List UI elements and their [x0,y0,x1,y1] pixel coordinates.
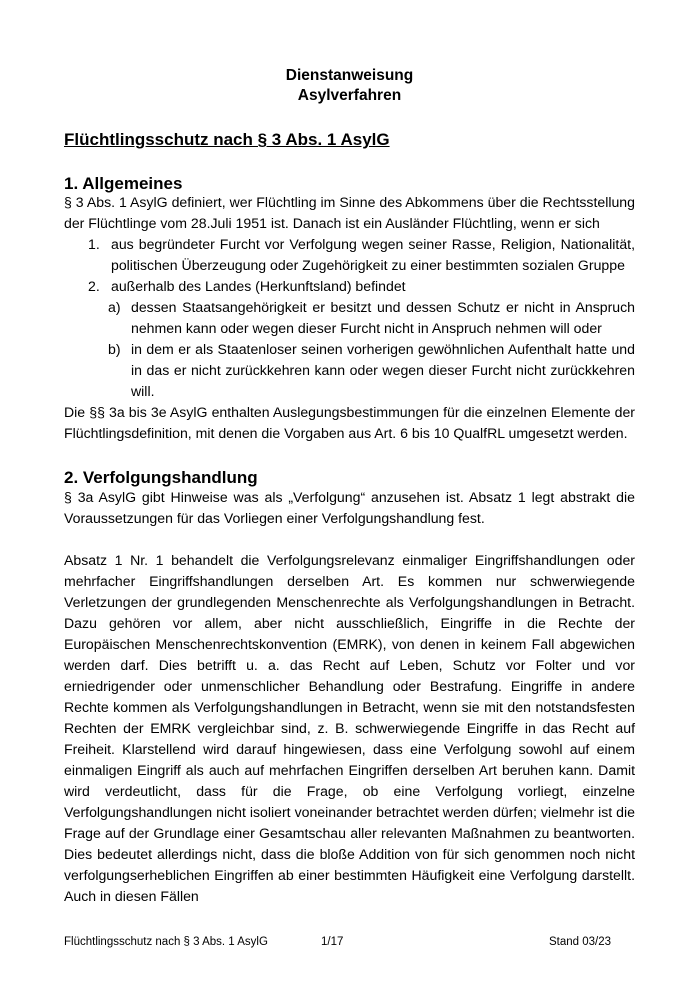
section-1-heading: 1. Allgemeines [64,174,183,193]
section-1-body [64,192,635,444]
section-1-intro: § 3 Abs. 1 AsylG definiert, wer Flüchtling im Sinne des Abkommens über die Rechtsstellung der Flüchtlinge vom 28.Juli 1951 ist. Danach ist ein Ausländer Flüchtling, wenn er sich [64,194,635,231]
section-2-para-1 [64,487,635,529]
criteria-item-number: 1. [88,236,100,252]
criteria-item-text: aus begründeter Furcht vor Verfolgung wegen seiner Rasse, Religion, Nationalität, politischen Überzeugung oder Zugehörigkeit zu einer bestimmten sozialen Gruppe [111,236,635,273]
footer-document-title: Flüchtlingsschutz nach § 3 Abs. 1 AsylG [64,936,268,948]
document-title [64,66,635,106]
footer-version: Stand 03/23 [548,936,611,948]
criteria-item [64,234,635,276]
section-2-para-2 [64,550,635,907]
sub-criteria-label: a) [108,299,121,315]
criteria-item-text: außerhalb des Landes (Herkunftsland) befindet [111,278,406,294]
criteria-item [64,276,635,297]
section-1-closing: Die §§ 3a bis 3e AsylG enthalten Auslegungsbestimmungen für die einzelnen Elemente der Flüchtlingsdefinition, mit denen die Vorgaben aus Art. 6 bis 10 QualfRL umgesetzt werden. [64,404,635,441]
section-2-heading: 2. Verfolgungshandlung [64,468,258,487]
section-2-paragraph: § 3a AsylG gibt Hinweise was als „Verfolgung“ anzusehen ist. Absatz 1 legt abstrakt die Voraussetzungen für das Vorliegen einer Verfolgungshandlung fest. [64,489,635,526]
sub-criteria-text: in dem er als Staatenloser seinen vorherigen gewöhnlichen Aufenthalt hatte und in das er nicht zurückkehren kann oder wegen dieser Furcht nicht zurückkehren will. [131,341,635,399]
title-line-1: Dienstanweisung [285,67,414,84]
sub-criteria-item [64,297,635,339]
sub-criteria-text: dessen Staatsangehörigkeit er besitzt und dessen Schutz er nicht in Anspruch nehmen kann oder wegen dieser Furcht nicht in Anspruch nehmen will oder [131,299,635,336]
criteria-list [64,234,635,297]
sub-criteria-label: b) [108,341,121,357]
footer-page-number: 1/17 [321,936,344,948]
title-line-2: Asylverfahren [297,87,402,104]
criteria-item-number: 2. [88,278,100,294]
sub-criteria-item [64,339,635,402]
document-page [64,0,635,990]
sub-criteria-list [64,297,635,402]
section-2-paragraph: Absatz 1 Nr. 1 behandelt die Verfolgungsrelevanz einmaliger Eingriffshandlungen oder mehrfacher Eingriffshandlungen derselben Art. Es kommen nur schwerwiegende Verletzungen der grundlegenden Menschenrechte als Verfolgungshandlungen in Betracht. Dazu gehören vor allem, aber nicht ausschließlich, Eingriffe in die Rechte der Europäischen Menschenrechtskonvention (EMRK), von denen in keinem Fall abgewichen werden darf. Dies betrifft u. a. das Recht auf Leben, Schutz vor Folter und vor erniedrigender oder unmenschlicher Behandlung oder Bestrafung. Eingriffe in andere Rechte kommen als Verfolgungshandlungen in Betracht, wenn sie mit den notstandsfesten Rechten der EMRK vergleichbar sind, z. B. schwerwiegende Eingriffe in das Recht auf Freiheit. Klarstellend wird darauf hingewiesen, dass eine Verfolgung sowohl auf einem einmaligen Eingriff als auch auf mehrfachen Eingriffen derselben Art beruhen kann. Damit wird verdeutlicht, dass für die Frage, ob eine Verfolgung vorliegt, einzelne Verfolgungshandlungen nicht isoliert voneinander betrachtet werden dürfen; vielmehr ist die Frage auf der Grundlage einer Gesamtschau aller relevanten Maßnahmen zu beantworten. Dies bedeutet allerdings nicht, dass die bloße Addition von für sich genommen noch nicht verfolgungserheblichen Eingriffen ab einer bestimmten Häufigkeit eine Verfolgung darstellt. Auch in diesen Fällen [64,552,635,904]
main-heading: Flüchtlingsschutz nach § 3 Abs. 1 AsylG [64,130,390,149]
